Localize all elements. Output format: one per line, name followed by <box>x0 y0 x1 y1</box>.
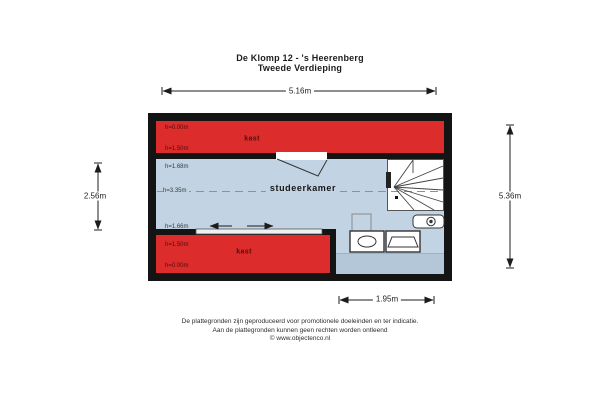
plan-title-line2: Tweede Verdieping <box>257 63 343 73</box>
disclaimer-line3: © www.objectenco.nl <box>269 335 331 342</box>
closet-top-height-upper: h=0.00m <box>165 125 189 131</box>
dimension-top-label: 5.16m <box>286 87 314 96</box>
inner-wall-top-left <box>156 153 276 159</box>
closet-bottom-label: kast <box>236 248 252 256</box>
closet-top-area <box>156 121 444 153</box>
closet-bottom-height-lower: h=0.00m <box>165 263 189 269</box>
height-label-166: h=1.66m <box>165 224 189 230</box>
closet-top-label: kast <box>244 135 260 143</box>
staircase-box <box>387 159 444 211</box>
height-label-168: h=1.68m <box>165 164 189 170</box>
disclaimer-line1: De plattegronden zijn geproduceerd voor promotionele doeleinden en ter indicatie. <box>181 318 419 325</box>
dimension-left-label: 2.56m <box>81 192 109 201</box>
disclaimer-line2: Aan de plattegronden kunnen geen rechten worden ontleend <box>212 326 388 334</box>
dimension-bottom-label: 1.95m <box>373 295 401 304</box>
plan-title-line1: De Klomp 12 - 's Heerenberg <box>236 53 364 63</box>
closet-top-height-lower: h=1.50m <box>165 146 189 152</box>
disclaimer <box>0 318 600 344</box>
floor-lower-area <box>336 253 444 274</box>
dimension-right-label: 5.36m <box>496 192 524 201</box>
door-opening <box>276 152 327 160</box>
room-label-studeerkamer: studeerkamer <box>266 183 340 193</box>
closet-bottom-height-upper: h=1.50m <box>165 242 189 248</box>
height-label-335: h=3.35m <box>163 188 187 194</box>
plan-title <box>0 53 600 73</box>
